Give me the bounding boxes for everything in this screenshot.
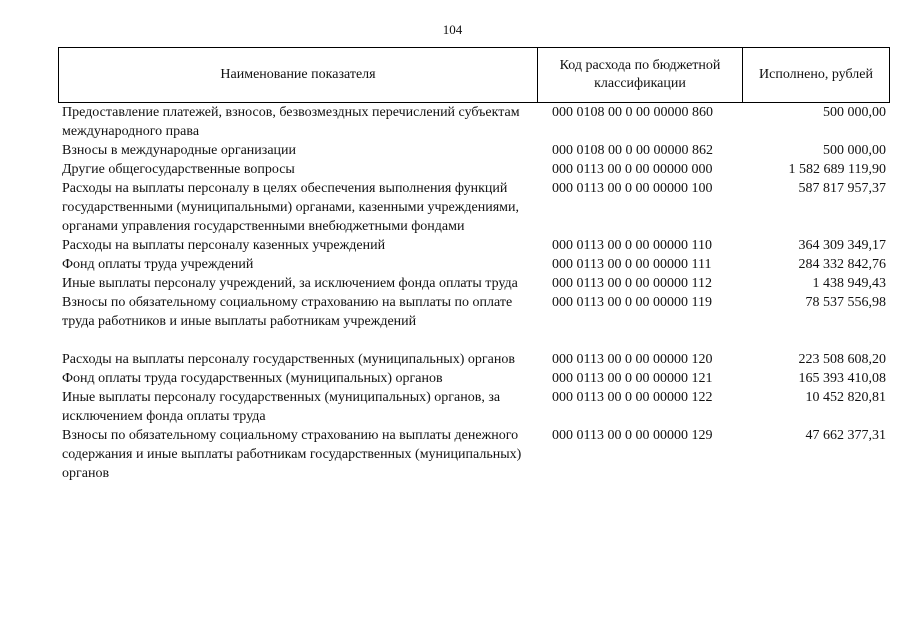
row-amount: 223 508 608,20 <box>798 352 886 367</box>
row-amount: 1 438 949,43 <box>812 276 886 291</box>
table-body <box>58 103 888 483</box>
row-amount: 165 393 410,08 <box>798 371 886 386</box>
header-code: Код расхода по бюджетной классификации <box>538 48 743 103</box>
row-name: Фонд оплаты труда государственных (муниципальных) органов <box>62 371 443 386</box>
row-code: 000 0113 00 0 00 00000 122 <box>552 390 713 405</box>
row-code: 000 0108 00 0 00 00000 860 <box>552 105 713 120</box>
row-code: 000 0113 00 0 00 00000 110 <box>552 238 712 253</box>
table-row <box>58 369 888 388</box>
row-name: Другие общегосударственные вопросы <box>62 162 295 177</box>
row-name: Взносы в международные организации <box>62 143 297 158</box>
row-code: 000 0113 00 0 00 00000 100 <box>552 181 713 196</box>
page-number: 104 <box>442 22 463 37</box>
row-code: 000 0113 00 0 00 00000 120 <box>552 352 713 367</box>
row-name: Иные выплаты персоналу государственных (муниципальных) органов, за исключением фонда оплаты труда <box>62 390 501 424</box>
table-row <box>58 350 888 369</box>
table-row <box>58 293 888 331</box>
table-row <box>58 426 888 483</box>
row-name: Фонд оплаты труда учреждений <box>62 257 254 272</box>
row-amount: 10 452 820,81 <box>805 390 886 405</box>
row-amount: 284 332 842,76 <box>798 257 886 272</box>
table-row <box>58 141 888 160</box>
row-name: Взносы по обязательному социальному страхованию на выплаты денежного содержания и иные выплаты работникам государственных (муниципальных) органов <box>62 428 522 481</box>
table-row <box>58 388 888 426</box>
row-amount: 1 582 689 119,90 <box>788 162 886 177</box>
row-code: 000 0113 00 0 00 00000 111 <box>552 257 712 272</box>
row-code: 000 0108 00 0 00 00000 862 <box>552 143 713 158</box>
row-amount: 500 000,00 <box>823 105 886 120</box>
header-amount: Исполнено, рублей <box>743 48 890 103</box>
table-row <box>58 274 888 293</box>
row-code: 000 0113 00 0 00 00000 112 <box>552 276 712 291</box>
table-row <box>58 236 888 255</box>
table-row <box>58 103 888 141</box>
table-row <box>58 255 888 274</box>
table-row <box>58 179 888 236</box>
row-name: Иные выплаты персоналу учреждений, за исключением фонда оплаты труда <box>62 276 518 291</box>
header-name: Наименование показателя <box>59 48 538 103</box>
row-code: 000 0113 00 0 00 00000 121 <box>552 371 713 386</box>
row-code: 000 0113 00 0 00 00000 129 <box>552 428 713 443</box>
row-amount: 78 537 556,98 <box>805 295 886 310</box>
row-name: Предоставление платежей, взносов, безвозмездных перечислений субъектам международного права <box>62 105 520 139</box>
row-name: Расходы на выплаты персоналу государственных (муниципальных) органов <box>62 352 515 367</box>
row-name: Расходы на выплаты персоналу казенных учреждений <box>62 238 386 253</box>
row-name: Взносы по обязательному социальному страхованию на выплаты по оплате труда работников и иные выплаты работникам учреждений <box>62 295 513 329</box>
row-amount: 500 000,00 <box>823 143 886 158</box>
row-name: Расходы на выплаты персоналу в целях обеспечения выполнения функций государственными (муниципальными) органами, казенными учреждениями, органами управления государственными внебюджетными фондами <box>62 181 519 234</box>
table-row <box>58 160 888 179</box>
row-code: 000 0113 00 0 00 00000 119 <box>552 295 712 310</box>
table-header <box>58 47 890 103</box>
row-amount: 364 309 349,17 <box>798 238 886 253</box>
row-amount: 587 817 957,37 <box>798 181 886 196</box>
row-amount: 47 662 377,31 <box>805 428 886 443</box>
row-code: 000 0113 00 0 00 00000 000 <box>552 162 713 177</box>
